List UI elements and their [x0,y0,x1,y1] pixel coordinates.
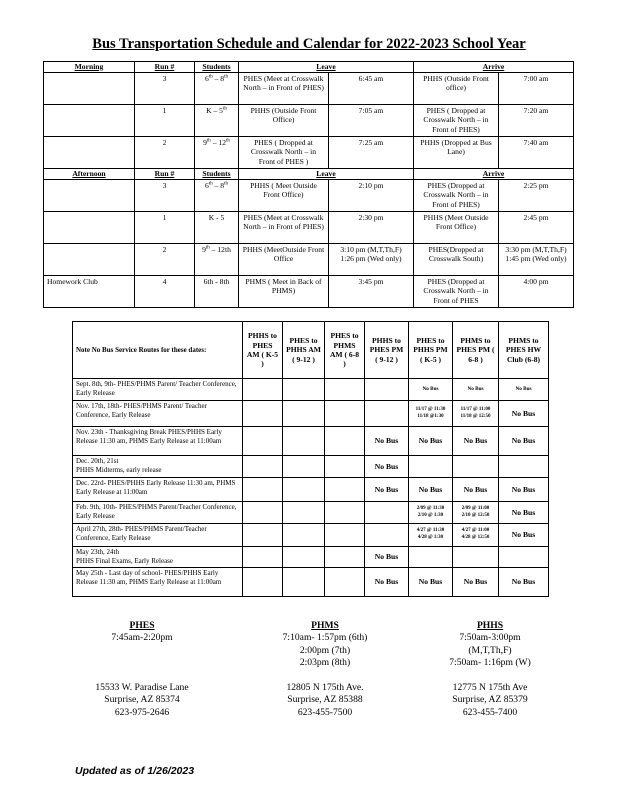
service-cell [499,547,549,568]
time: 2:30 pm [358,213,384,222]
school-hours: 2:00pm (7th) [299,644,351,656]
school-phone: 623-455-7500 [297,706,353,718]
service-cell [453,456,499,478]
arrive-header: Arrive [414,62,574,73]
dates-header: Note No Bus Service Routes for these dates: [73,322,243,379]
service-cell [325,524,365,547]
service-cell [283,379,325,401]
service-cell [365,401,409,427]
grade-suffix: th [224,181,228,187]
calendar-row [73,478,549,502]
arrive-time [499,244,574,276]
no-bus-cell: No Bus [453,427,499,456]
service-cell [243,547,283,568]
service-cell [325,427,365,456]
run-number: 1 [135,212,195,244]
schedule-header-row [44,169,574,180]
service-cell [365,502,409,524]
service-cell [409,456,453,478]
leave-time [329,244,414,276]
closure-description: Sept. 8th, 9th- PHES/PHMS Parent/ Teacher Conference, Early Release [73,379,243,401]
time: 7:05 am [358,106,384,115]
route-header: PHMS to PHES HW Club (6-8) [499,322,549,379]
no-bus-cell: No Bus [499,401,549,427]
service-cell [243,568,283,597]
leave-time [329,137,414,169]
students-grade [195,244,239,276]
no-bus-cell: No Bus [365,568,409,597]
no-bus-cell: No Bus [365,547,409,568]
service-cell [325,379,365,401]
service-cell [325,568,365,597]
grade-start: 9 [202,245,206,254]
time: 4:00 pm [523,277,549,286]
no-bus-cell: 4/27 @ 11:30 4/28 @ 1:30 [409,524,453,547]
no-bus-cell: No Bus [499,478,549,502]
route-header: PHES to PHHS PM ( K-5 ) [409,322,453,379]
bus-schedule-table [43,61,574,308]
grade-suffix: th [208,74,213,80]
grade-start: K - 5 [208,213,225,222]
period-label [44,137,135,169]
grade-start: K – 5 [206,106,223,115]
arrive-place: PHHS (Meet Outside Front Office) [414,212,499,244]
calendar-row [73,568,549,597]
service-cell [325,401,365,427]
closure-description: Nov. 17th, 18th- PHES/PHMS Parent/ Teacher Conference, Early Release [73,401,243,427]
arrive-time [499,73,574,105]
students-grade [195,137,239,169]
run-number: 2 [135,244,195,276]
grade-suffix: th [222,106,227,112]
service-cell [243,524,283,547]
route-header: PHMS to PHES PM ( 6-8 ) [453,322,499,379]
service-cell [283,502,325,524]
leave-time [329,212,414,244]
leave-place: PHES (Meet at Crosswalk North – in Front of PHES) [239,212,329,244]
closure-description: April 27th, 28th- PHES/PHMS Parent/Teacher Conference, Early Release [73,524,243,547]
closure-description: May 23th, 24th PHHS Final Exams, Early Release [73,547,243,568]
service-cell [243,427,283,456]
arrive-time [499,137,574,169]
route-header: PHHS to PHES AM ( K-5 ) [243,322,283,379]
time: 2:45 pm [523,213,549,222]
service-cell [409,547,453,568]
schedule-row [44,73,574,105]
time: 7:40 am [523,138,549,147]
service-cell [325,478,365,502]
school-phone: 623-455-7400 [462,706,518,718]
no-bus-cell: No Bus [409,568,453,597]
no-bus-cell: No Bus [499,427,549,456]
no-bus-cell: No Bus [409,478,453,502]
leave-header: Leave [239,62,414,73]
grade-suffix: th [225,138,230,144]
time: 3:30 pm (M,T,Th,F) [505,245,567,254]
schedule-row [44,276,574,308]
calendar-row [73,379,549,401]
run-header: Run # [135,62,195,73]
calendar-row [73,427,549,456]
no-bus-cell: 11/17 @ 11:30 11/18 @1:30 [409,401,453,427]
grade-end: – 12th [209,245,231,254]
calendar-row [73,401,549,427]
grade-start: 6 [205,74,209,83]
arrive-place: PHES (Dropped at Crosswalk North – in Front of PHES) [414,180,499,212]
period-label [44,212,135,244]
run-number: 3 [135,73,195,105]
students-header: Students [195,62,239,73]
no-bus-cell: No Bus [365,478,409,502]
leave-time [329,73,414,105]
school-hours: (M,T,Th,F) [468,644,512,656]
service-cell [283,568,325,597]
period-label [44,244,135,276]
grade-suffix: th [224,74,228,80]
school-name: PHES [129,620,155,631]
leave-time [329,105,414,137]
time: 3:45 pm [358,277,384,286]
school-address: 12805 N 175th Ave. [286,681,364,693]
service-cell [243,478,283,502]
service-cell [283,478,325,502]
schedule-row [44,244,574,276]
arrive-place: PHES(Dropped at Crosswalk South) [414,244,499,276]
arrive-place: PHHS (Outside Front office) [414,73,499,105]
service-cell [365,379,409,401]
service-cell [283,401,325,427]
service-cell [365,524,409,547]
arrive-place: PHHS (Dropped at Bus Lane) [414,137,499,169]
schedule-row [44,212,574,244]
service-cell [243,456,283,478]
time: 3:10 pm (M,T,Th,F) [340,245,402,254]
leave-place: PHMS ( Meet in Back of PHMS) [239,276,329,308]
time: 6:45 am [358,74,384,83]
calendar-row [73,547,549,568]
service-cell [283,456,325,478]
grade-suffix: th [206,138,211,144]
period-label [44,180,135,212]
no-bus-cell: No Bus [453,568,499,597]
no-bus-calendar-table [72,321,549,597]
no-bus-cell: No Bus [499,379,549,401]
students-grade [195,212,239,244]
service-cell [283,524,325,547]
grade-suffix: th [208,181,213,187]
service-cell [283,547,325,568]
no-bus-cell: No Bus [499,568,549,597]
grade-suffix: th [205,245,210,251]
run-number: 1 [135,105,195,137]
no-bus-cell: No Bus [409,427,453,456]
schedule-row [44,105,574,137]
grade-end: – 12 [210,138,226,147]
school-address: 15533 W. Paradise Lane [95,681,189,693]
period-header: Morning [44,62,135,73]
period-label: Homework Club [44,276,135,308]
students-grade [195,180,239,212]
calendar-row [73,524,549,547]
service-cell [453,547,499,568]
arrive-time [499,180,574,212]
students-grade [195,276,239,308]
leave-place: PHHS ( Meet Outside Front Office) [239,180,329,212]
arrive-time [499,276,574,308]
run-header: Run # [135,169,195,180]
service-cell [325,502,365,524]
no-bus-cell: No Bus [499,524,549,547]
updated-note: Updated as of 1/26/2023 [75,765,195,777]
service-cell [243,502,283,524]
closure-description: Nov. 23th - Thanksgiving Break PHES/PHHS Early Release 11:30 am, PHMS Early Release at 11:00am [73,427,243,456]
grade-end: – 8 [212,74,225,83]
schedule-row [44,180,574,212]
school-phes [72,620,212,719]
no-bus-cell: 4/27 @ 11:00 4/28 @ 12:50 [453,524,499,547]
school-hours: 7:45am-2:20pm [111,632,173,644]
schedule-row [44,137,574,169]
school-phms [250,620,400,719]
calendar-row [73,456,549,478]
service-cell [243,401,283,427]
closure-description: Dec. 20th, 21st PHHS Midterms, early release [73,456,243,478]
grade-start: 9 [203,138,207,147]
leave-time [329,276,414,308]
run-number: 4 [135,276,195,308]
school-city: Surprise, AZ 85374 [104,694,180,706]
calendar-row [73,502,549,524]
leave-place: PHHS (MeetOutside Front Office [239,244,329,276]
grade-start: 6 [205,181,209,190]
period-header: Afternoon [44,169,135,180]
time: 7:20 am [523,106,549,115]
time-wed: 1:45 pm (Wed only) [505,254,567,264]
school-city: Surprise, AZ 85388 [287,694,363,706]
no-bus-cell: No Bus [365,427,409,456]
school-hours: 7:50am-3:00pm [459,632,521,644]
time: 2:10 pm [358,181,384,190]
grade-start: 6th - 8th [203,277,230,286]
students-grade [195,73,239,105]
leave-place: PHES ( Dropped at Crosswalk North – in Front of PHES ) [239,137,329,169]
grade-end: – 8 [212,181,225,190]
leave-place: PHHS (Outside Front Office) [239,105,329,137]
school-phhs [420,620,560,719]
run-number: 2 [135,137,195,169]
students-grade [195,105,239,137]
students-header: Students [195,169,239,180]
no-bus-cell: 2/09 @ 11:30 2/10 @ 1:30 [409,502,453,524]
leave-time [329,180,414,212]
no-bus-cell: 11/17 @ 11:00 11/18 @ 12:50 [453,401,499,427]
no-bus-cell: No Bus [453,478,499,502]
arrive-header: Arrive [414,169,574,180]
time: 2:25 pm [523,181,549,190]
closure-description: Feb. 9th, 10th- PHES/PHMS Parent/Teacher Conference, Early Release [73,502,243,524]
school-hours: 2:03pm (8th) [299,657,351,669]
arrive-time [499,105,574,137]
time: 7:00 am [523,74,549,83]
no-bus-cell: No Bus [499,502,549,524]
school-city: Surprise, AZ 85379 [452,694,528,706]
no-bus-cell: No Bus [409,379,453,401]
schedule-header-row [44,62,574,73]
service-cell [325,456,365,478]
time-wed: 1:26 pm (Wed only) [340,254,402,264]
school-hours: 7:50am- 1:16pm (W) [449,657,531,669]
closure-description: Dec. 22rd- PHES/PHHS Early Release 11:30 am, PHMS Early Release at 11:00am [73,478,243,502]
arrive-place: PHES (Dropped at Crosswalk North – in Front of PHES [414,276,499,308]
time: 7:25 am [358,138,384,147]
leave-header: Leave [239,169,414,180]
service-cell [325,547,365,568]
service-cell [499,456,549,478]
route-header: PHHS to PHES PM ( 9-12 ) [365,322,409,379]
school-address: 12775 N 175th Ave [452,681,528,693]
leave-place: PHES (Meet at Crosswalk North – in Front of PHES) [239,73,329,105]
service-cell [243,379,283,401]
no-bus-cell: 2/09 @ 11:00 2/10 @ 12:50 [453,502,499,524]
school-name: PHMS [311,620,339,631]
arrive-place: PHES ( Dropped at Crosswalk North – in Front of PHES) [414,105,499,137]
school-phone: 623-975-2646 [114,706,170,718]
calendar-header-row [73,322,549,379]
closure-description: May 25th - Last day of school- PHES/PHHS Early Release 11:30 am, PHMS Early Release at 11:00am [73,568,243,597]
school-hours: 7:10am- 1:57pm (6th) [282,632,368,644]
page-title: Bus Transportation Schedule and Calendar for 2022-2023 School Year [92,36,526,52]
no-bus-cell: No Bus [365,456,409,478]
no-bus-cell: No Bus [453,379,499,401]
route-header: PHES to PHMS AM ( 6-8 ) [325,322,365,379]
service-cell [283,427,325,456]
school-name: PHHS [476,620,504,631]
arrive-time [499,212,574,244]
period-label [44,73,135,105]
route-header: PHES to PHHS AM ( 9-12 ) [283,322,325,379]
period-label [44,105,135,137]
run-number: 3 [135,180,195,212]
